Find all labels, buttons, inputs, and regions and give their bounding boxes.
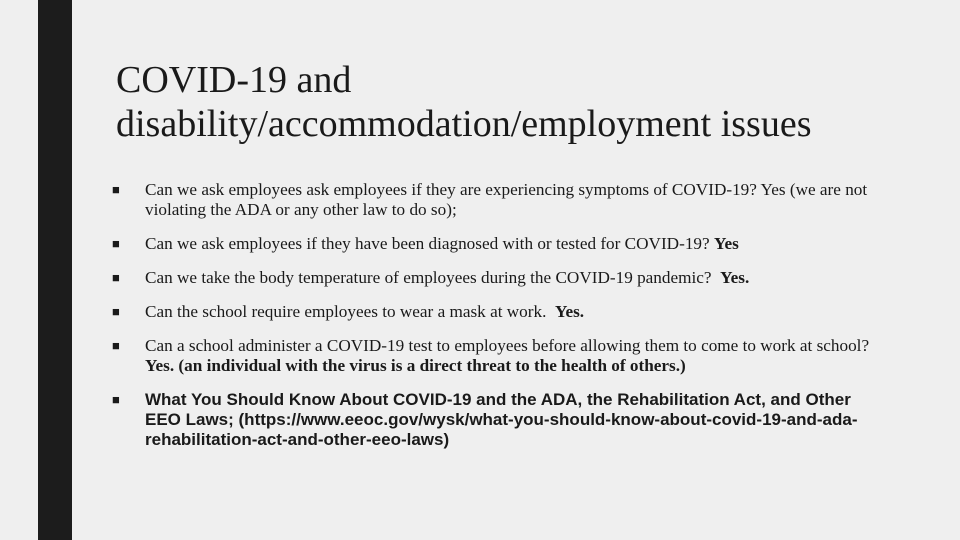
bullet-item-4 (112, 302, 872, 322)
bullet-text-2: Can we ask employees if they have been diagnosed with or tested for COVID-19? (145, 234, 710, 253)
square-bullet-icon: ■ (112, 182, 120, 197)
accent-bar (38, 0, 72, 540)
bullet-item-6 (112, 390, 872, 450)
bullet-text-1: Can we ask employees ask employees if they are experiencing symptoms of COVID-19? Yes (we are not violating the ADA or any other law to do so); (145, 180, 868, 219)
bullet-item-2 (112, 234, 872, 254)
bullet-text-4: Can the school require employees to wear a mask at work. (145, 302, 547, 321)
slide-title (116, 58, 916, 146)
square-bullet-icon: ■ (112, 270, 120, 285)
bullet-text-6: What You Should Know About COVID-19 and the ADA, the Rehabilitation Act, and Other EEO Laws; (https://www.eeoc.gov/wysk/what-you-should-know-about-covid-19-and-ada-rehabilitation-act-and-other-eeo-laws) (145, 390, 858, 449)
title-line-2: disability/accommodation/employment issues (116, 103, 812, 145)
bullet-item-3 (112, 268, 872, 288)
bullet-item-1 (112, 180, 872, 220)
bullet-answer-3: Yes. (720, 268, 750, 287)
bullet-answer-4: Yes. (554, 302, 585, 321)
bullet-text-3: Can we take the body temperature of employees during the COVID-19 pandemic? (145, 268, 712, 287)
bullet-answer-2: Yes (713, 234, 739, 253)
bullet-answer-5: Yes. (an individual with the virus is a direct threat to the health of others.) (145, 356, 686, 375)
square-bullet-icon: ■ (112, 392, 120, 407)
bullet-item-5 (112, 336, 872, 376)
square-bullet-icon: ■ (112, 304, 120, 319)
bullet-list (112, 180, 872, 464)
square-bullet-icon: ■ (112, 236, 120, 251)
title-line-1: COVID-19 and (116, 59, 352, 101)
bullet-text-5: Can a school administer a COVID-19 test to employees before allowing them to come to work at school? (145, 336, 870, 355)
square-bullet-icon: ■ (112, 338, 120, 353)
